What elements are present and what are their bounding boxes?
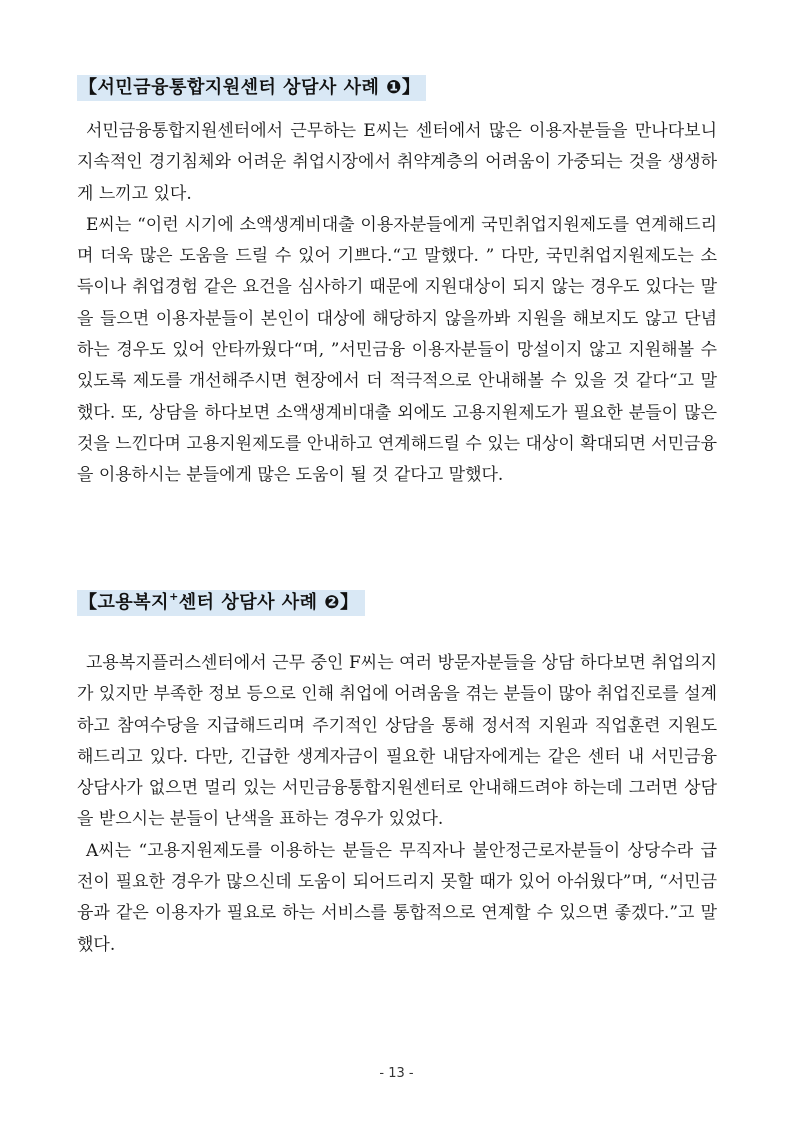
section-1-body	[77, 116, 717, 492]
section-1-paragraph-2: E씨는 “이런 시기에 소액생계비대출 이용자분들에게 국민취업지원제도를 연계해드리며 더욱 많은 도움을 드릴 수 있어 기쁘다.“고 말했다. ” 다만, 국민취업지원제도는 소득이나 취업경험 같은 요건을 심사하기 때문에 지원대상이 되지 않는 경우도 있다는 말을 들으면 이용자분들이 본인이 대상에 해당하지 않을까봐 지원을 해보지도 않고 단념하는 경우도 있어 안타까웠다“며, ”서민금융 이용자분들이 망설이지 않고 지원해볼 수 있도록 제도를 개선해주시면 현장에서 더 적극적으로 안내해볼 수 있을 것 같다“고 말했다. 또, 상담을 하다보면 소액생계비대출 외에도 고용지원제도가 필요한 분들이 많은 것을 느낀다며 고용지원제도를 안내하고 연계해드릴 수 있는 대상이 확대되면 서민금융을 이용하시는 분들에게 많은 도움이 될 것 같다고 말했다.	[77, 214, 717, 486]
section-1-paragraph-1: 서민금융통합지원센터에서 근무하는 E씨는 센터에서 많은 이용자분들을 만나다보니 지속적인 경기침체와 어려운 취업시장에서 취약계층의 어려움이 가중되는 것을 생생하게 느끼고 있다.	[77, 121, 717, 204]
section-2-paragraph-2: A씨는 “고용지원제도를 이용하는 분들은 무직자나 불안정근로자분들이 상당수라 급전이 필요한 경우가 많으신데 도움이 되어드리지 못할 때가 있어 아쉬웠다”며, “서민금융과 같은 이용자가 필요로 하는 서비스를 통합적으로 연계할 수 있으면 좋겠다.”고 말했다.	[77, 840, 717, 955]
section-2-paragraph-1: 고용복지플러스센터에서 근무 중인 F씨는 여러 방문자분들을 상담 하다보면 취업의지가 있지만 부족한 정보 등으로 인해 취업에 어려움을 겪는 분들이 많아 취업진로를 설계하고 참여수당을 지급해드리며 주기적인 상담을 통해 정서적 지원과 직업훈련 지원도 해드리고 있다. 다만, 긴급한 생계자금이 필요한 내담자에게는 같은 센터 내 서민금융 상담사가 없으면 멀리 있는 서민금융통합지원센터로 안내해드려야 하는데 그러면 상담을 받으시는 분들이 난색을 표하는 경우가 있었다.	[77, 653, 717, 830]
page-number: - 13 -	[379, 1066, 414, 1081]
section-1-title: 【서민금융통합지원센터 상담사 사례 ❶】	[77, 75, 426, 101]
section-2-title-rest: 센터 상담사 사례 ❷】	[178, 592, 359, 613]
section-2-title-main: 【고용복지	[79, 592, 170, 613]
section-2-title	[77, 590, 365, 616]
section-2-body	[77, 648, 717, 961]
section-2-title-plus: +	[169, 590, 179, 603]
